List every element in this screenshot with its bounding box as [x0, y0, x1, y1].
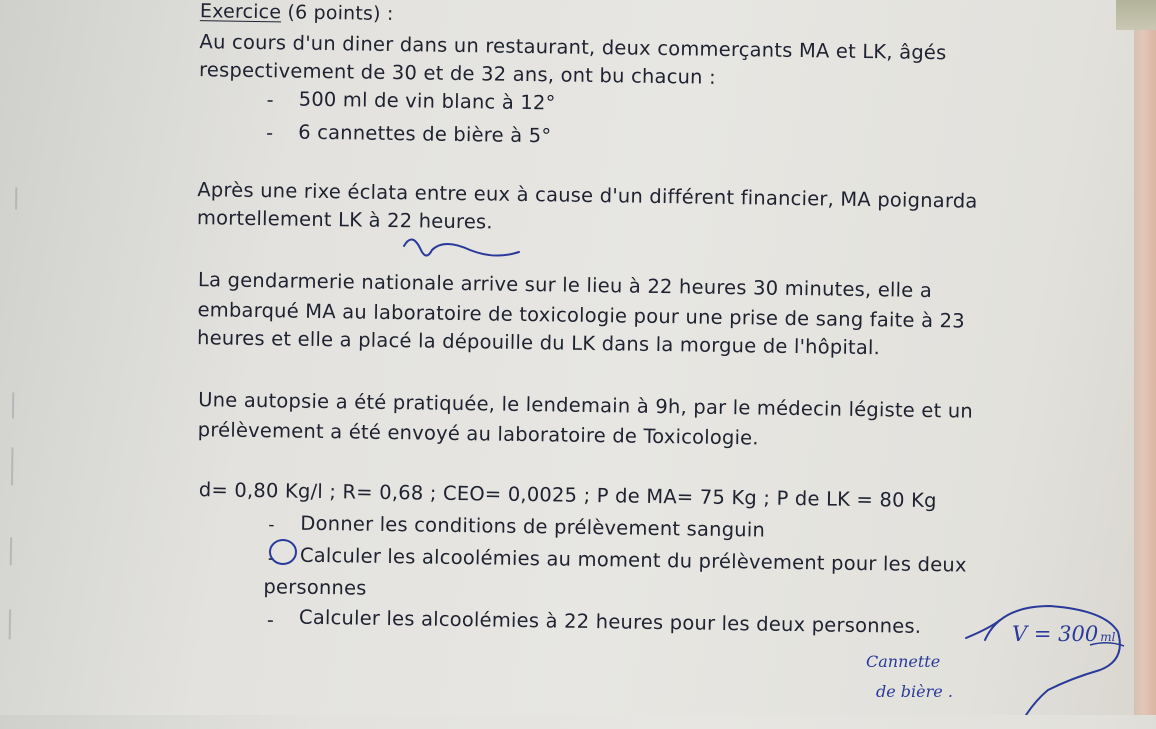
handwritten-volume — [1012, 622, 1115, 646]
paragraph-3-line-1: La gendarmerie nationale arrive sur le lieu à 22 heures 30 minutes, elle a — [197, 268, 933, 303]
question-2-continued: personnes — [263, 575, 367, 600]
handwritten-volume-value: V = 300 — [1012, 622, 1099, 646]
drink-item-beer: 6 cannettes de bière à 5° — [298, 120, 552, 148]
annotation-pointer — [966, 620, 1000, 638]
question-bullet: - — [268, 515, 275, 536]
handwritten-note-1: Cannette — [866, 652, 941, 671]
intro-line-1: Au cours d'un diner dans un restaurant, deux commerçants MA et LK, âgés — [199, 30, 947, 65]
paragraph-2-line-2: mortellement LK à 22 heures. — [196, 206, 493, 234]
question-bullet: - — [266, 609, 274, 632]
paragraph-3-line-2: embarqué MA au laboratoire de toxicologie pour une prise de sang faite à 23 — [197, 298, 965, 333]
question-3: Calculer les alcoolémies à 22 heures pour les deux personnes. — [298, 605, 922, 638]
drink-item-wine: 500 ml de vin blanc à 12° — [298, 87, 556, 115]
constants-line: d= 0,80 Kg/l ; R= 0,68 ; CEO= 0,0025 ; P de MA= 75 Kg ; P de LK = 80 Kg — [198, 478, 937, 513]
question-bullet: - — [267, 547, 275, 570]
paragraph-4-line-2: prélèvement a été envoyé au laboratoire de Toxicologie. — [197, 418, 759, 450]
paragraph-3-line-3: heures et elle a placé la dépouille du LK dans la morgue de l'hôpital. — [196, 326, 881, 360]
drink-bullet: - — [266, 122, 274, 145]
question-2: Calculer les alcoolémies au moment du prélèvement pour les deux — [299, 543, 967, 577]
intro-line-2: respectivement de 30 et de 32 ans, ont bu chacun : — [198, 58, 717, 89]
paragraph-4-line-1: Une autopsie a été pratiquée, le lendemain à 9h, par le médecin légiste et un — [198, 388, 974, 423]
question-1: Donner les conditions de prélèvement sanguin — [300, 511, 766, 542]
underline-scribble — [404, 239, 519, 255]
circled-bullet — [270, 540, 296, 564]
handwritten-note-2: de bière . — [876, 682, 953, 701]
handwritten-volume-unit: ml — [1100, 630, 1116, 644]
paragraph-2-line-1: Après une rixe éclata entre eux à cause d'un différent financier, MA poignarda — [197, 178, 978, 213]
exercise-points: (6 points) : — [281, 1, 394, 26]
drink-bullet: - — [266, 89, 274, 112]
exercise-title-word: Exercice — [199, 0, 282, 24]
